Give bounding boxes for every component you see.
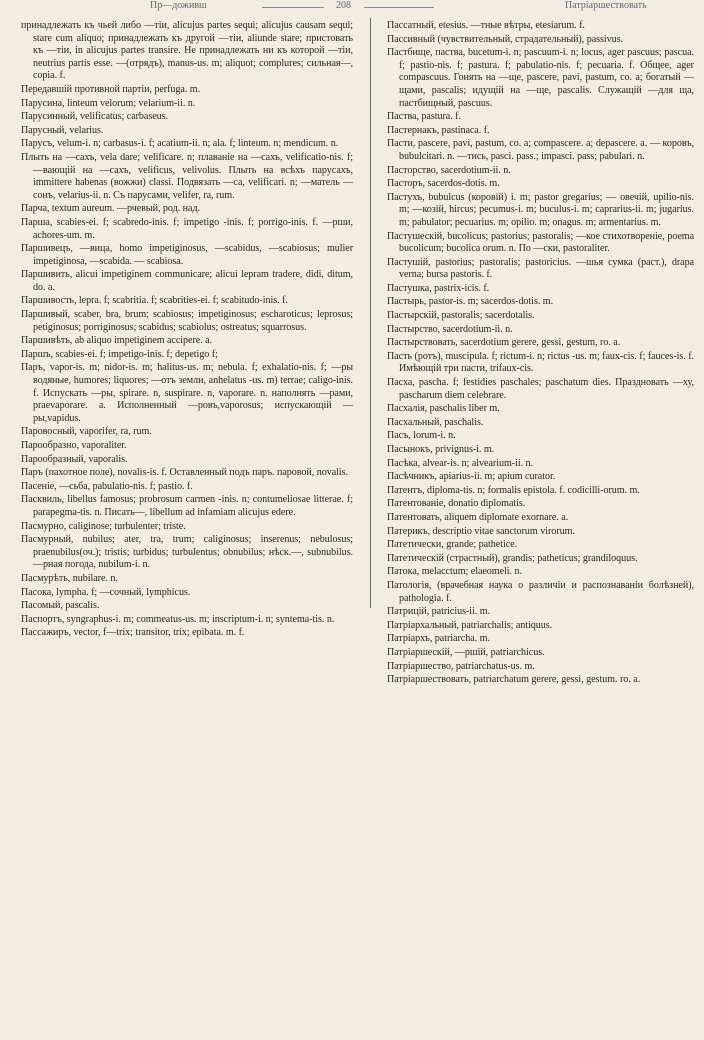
left-column: [21, 20, 353, 1020]
entry: Паръ, vapor-is. m; nidor-is. m; halitus-us. m; nebula. f; exhalatio-nis. f; —ры водяные, humores; liquores; —отъ земли, anhelatus -us. m) terrae; caligo-inis. f. Испускать —ры, spirare. n, suspirare. n, vaporare. n. наполнять —рами, praevaporare. a. Исполненный —ровъ,vaporosus; испускающій —ры,vapidus.: [21, 362, 353, 424]
right-column: [387, 20, 694, 1020]
entry: Пасквиль, libellus famosus; probrosum carmen -inis. n; contumeliosae litterae. f; parapegma-tis. n. Писать—, libellum ad infamiam alicujus edere.: [21, 494, 353, 518]
entry: Пасѣка, alvear-is. n; alvearium-ii. n.: [387, 457, 534, 469]
entry: Парусина, linteum velorum; velarium-ii. n.: [21, 97, 196, 109]
entry: Патока, melacctum; elaeomeli. n.: [387, 566, 522, 578]
entry: Паршивѣть, ab aliquo impetiginem accipere. a.: [21, 335, 213, 347]
entry: Пастухъ, bubulcus (коровій) i. m; pastor gregarius; — овечій, upilio-nis. m; —козій, hircus; pecumus-i. m; buculus-i. m; caprarius-ii. m; jugarius. m; pabulator; pecuarius. m; opilio. m; onagus. m; armentarius. m.: [387, 191, 694, 228]
entry: Пасти, pascere, pavi, pastum, co. a; compascere. a; depascere. a. — коровъ, bubulcitari. n. —тись, pasci. pass.; impasci. pass; pabulari. n.: [387, 138, 694, 162]
entry: Пастушескій, bucolicus; pastorius; pastoralis; —кое стихотвореніе, poema bucolicum; bucolica orum. n. По —ски, pastoraliter.: [387, 230, 694, 255]
entry: Патентовать, aliquem diplomate exornare. a.: [387, 511, 569, 523]
entry: Пастбище, паства, bucetum-i. n; pascuum-i. n; locus, ager pascuus; pascua. f; pastio-nis. f; pastura. f; pabulatio-nis. f; pecuaria. f. Общее, ager compascuus. Гонять на —ще, pascere, pavi, pastum, co. a; богатый —щами, pascalis; идущій на —ще, pascalis. Служащій —для ща, пастбищный, pascuus.: [387, 47, 694, 109]
header-rule-right: [364, 7, 434, 8]
entry: Пасха, pascha. f; festidies paschales; paschatum dies. Праздновать —ху, pascharum diem celebrare.: [387, 377, 694, 401]
entry: Паровосный, vaporifer, ra, rum.: [21, 426, 152, 438]
entry: Паршивить, alicui impetiginem communicare; alicui lepram tradere, didi, ditum, do. a.: [21, 269, 353, 293]
entry: Пасть (ротъ), muscipula. f; rictum-i. n; rictus -us. m; faux-cis. f; fauces-is. f. Имѣющій три пасти, trifaux-cis.: [387, 350, 694, 375]
entry: Пасмурѣть, nubilare. n.: [21, 572, 118, 584]
entry: Патріархальный, patriarchalis; antiquus.: [387, 619, 553, 631]
entry: Пастырство, sacerdotium-ii. n.: [387, 323, 513, 335]
entry: Патерикъ, descriptio vitae sanctorum virorum.: [387, 525, 575, 537]
running-header: [0, 0, 704, 14]
entry: принадлежать къ чьей либо —тіи, alicujus partes sequi; alicujus causam sequi; stare cum aliquo; принадлежать къ другой —тіи, aliunde stare; пристовать къ —тіи, in alicujus partes transire. Не принадлежать ни къ которой —тіи, neutrius partis esse. —(отрядъ), manus-us. m; aliquot; complures; сильная—, copia. f.: [21, 20, 353, 82]
entry: Пасынокъ, privignus-i. m.: [387, 444, 495, 455]
entry: Паръ (пахотное поле), novalis-is. f. Оставленный подъ паръ. паровой, novalis.: [21, 467, 348, 479]
entry: Патентъ, diploma-tis. n; formalis epistola. f. codicilli-orum. m.: [387, 484, 640, 496]
entry: Пастушій, pastorius; pastoralis; pastoricius. —шья сумка (раст.), drapa verna; bursa pastoris. f.: [387, 256, 694, 281]
entry: Пассивный (чувствительный, страдательный), passivus.: [387, 33, 623, 45]
entry: Парусный, velarius.: [21, 124, 104, 136]
entry: Пасеніе, —сьба, pabulatio-nis. f; pastio. f.: [21, 480, 193, 492]
entry: Пастырскій, pastoralis; sacerdotalis.: [387, 310, 535, 322]
entry: Паршивецъ, —вица, homo impetiginosus, —scabidus, —scabiosus; mulier impetiginosa, —scabida. — scabiosa.: [21, 243, 353, 267]
header-left: Пр—доживш: [150, 0, 207, 11]
entry: Пасторство, sacerdotium-ii. n.: [387, 164, 511, 176]
entry: Патріархъ, patriarcha. m.: [387, 633, 490, 645]
entry: Парша, scabies-ei. f; scabredo-inis. f; impetigo -inis. f; porrigo-inis. f. —рши, achores-um. m.: [21, 216, 353, 241]
entry: Пасхалія, paschalis liber m.: [387, 403, 500, 415]
column-divider: [370, 18, 371, 608]
entry: Пастырствовать, sacerdotium gerere, gessi, gestum, ro. a.: [387, 337, 621, 349]
entry: Пасмурно, caliginose; turbulenter; triste.: [21, 520, 186, 532]
entry: Передавшій противной партіи, perfuga. m.: [21, 83, 201, 95]
entry: Пастушка, pastrix-icis. f.: [387, 282, 490, 294]
entry: Пастырь, pastor-is. m; sacerdos-dotis. m.: [387, 296, 554, 308]
entry: Парча, textum aureum. —рчевый, род. над.: [21, 203, 201, 215]
header-rule-left: [262, 7, 324, 8]
entry: Парусинный, velificatus; carbaseus.: [21, 111, 169, 123]
entry: Пасомый, pascalis.: [21, 600, 100, 612]
entry: Пастернакъ, pastinaca. f.: [387, 124, 490, 136]
entry: Патентованіе, donatio diplomatis.: [387, 498, 526, 510]
entry: Пасмурный, nubilus; ater, tra, trum; caliginosus; inserenus; nebulosus; praenubilus(оч.); tristis; turbidus; turbulentus; obnubilus; нѣск.—, subnubilus. —рная погода, nubilum-i. n.: [21, 534, 353, 571]
entry: Патетическій (страстный), grandis; patheticus; grandiloquus.: [387, 552, 638, 564]
entry: Пасхальный, paschalis.: [387, 416, 484, 428]
page-number: 208: [336, 0, 351, 11]
entry: Паспортъ, syngraphus-i. m; commeatus-us. m; inscriptum-i. n; syntema-tis. n.: [21, 613, 335, 625]
entry: Пассатный, etesius. —тные вѣтры, etesiarum. f.: [387, 20, 585, 31]
entry: Пасѣчникъ, apiarius-ii. m; apium curator.: [387, 471, 556, 483]
header-right: Патріаршествовать: [565, 0, 647, 11]
entry: Паства, pastura. f.: [387, 111, 461, 123]
entry: Патологія, (врачебная наука о различіи и распознаваніи болѣзней), pathologia. f.: [387, 579, 694, 604]
entry: Пасъ, lorum-i. n.: [387, 430, 456, 442]
entry: Пассажиръ, vector, f—trix; transitor, trix; epibata. m. f.: [21, 627, 245, 639]
entry: Паршъ, scabies-ei. f; impetigo-inis. f; depetigo f;: [21, 348, 218, 360]
entry: Парусъ, velum-i. n; carbasus-i. f; acatium-ii. n; ala. f; linteum. n; mendicum. n.: [21, 138, 339, 150]
entry: Патріаршество, patriarchatus-us. m.: [387, 660, 535, 672]
entry: Пасторъ, sacerdos-dotis. m.: [387, 178, 500, 190]
entry: Патріаршествовать, patriarchatum gerere, gessi, gestum. ro. a.: [387, 674, 641, 686]
entry: Паршивый, scaber, bra, brum; scabiosus; impetiginosus; escharoticus; leprosus; petiginosus; porriginosus; scabidus; scabiolus; ostreatus; squarrosus.: [21, 309, 353, 333]
entry: Плыть на —сахъ, vela dare; velificare. n; плаваніе на —сахъ, velificatio-nis. f; —вающій на —сахъ, velificus, velivolus. Плыть на всѣхъ парусахъ, immittere habenas (вожжи) classi. Подвязать —са, velificari. n; —матель —сонъ, velarius-ii. n. Съ парусами, velifer, ra, rum.: [21, 151, 353, 201]
entry: Парообразный, vaporalis.: [21, 453, 128, 465]
entry: Патетически, grande; pathetice.: [387, 539, 518, 551]
entry: Парообразно, vaporaliter.: [21, 440, 127, 451]
entry: Паршивость, lepra. f; scabritia. f; scabrities-ei. f; scabitudo-inis. f.: [21, 295, 288, 307]
entry: Патріаршескій, —ршій, patriarchicus.: [387, 646, 545, 658]
entry: Пасока, lympha. f; —сочный, lymphicus.: [21, 586, 191, 598]
entry: Патрицій, patricius-ii. m.: [387, 606, 490, 618]
